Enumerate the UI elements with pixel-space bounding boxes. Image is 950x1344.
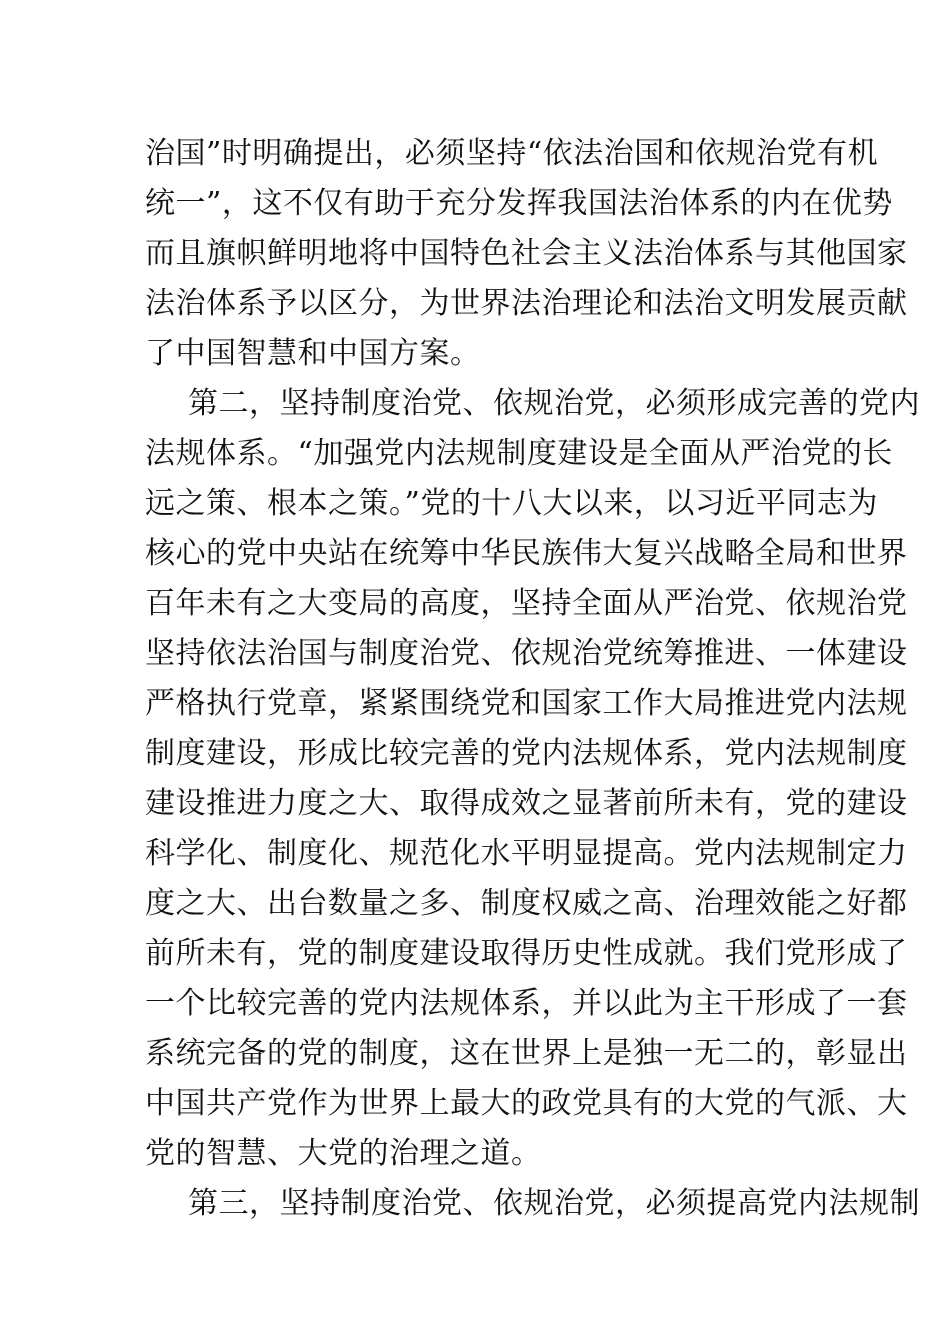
text-line: 党的智慧、大党的治理之道。: [145, 1136, 542, 1171]
text-line: 一个比较完善的党内法规体系，并以此为主干形成了一套: [145, 986, 908, 1021]
text-line: 严格执行党章，紧紧围绕党和国家工作大局推进党内法规: [145, 686, 908, 721]
text-line: 百年未有之大变局的高度，坚持全面从严治党、依规治党: [145, 586, 908, 621]
text-line: 法规体系。“加强党内法规制度建设是全面从严治党的长: [145, 436, 893, 471]
text-line: 远之策、根本之策。”党的十八大以来，以习近平同志为: [145, 486, 878, 521]
text-line: 制度建设，形成比较完善的党内法规体系，党内法规制度: [145, 736, 908, 771]
text-line: 而且旗帜鲜明地将中国特色社会主义法治体系与其他国家: [145, 236, 908, 271]
text-line: 前所未有，党的制度建设取得历史性成就。我们党形成了: [145, 936, 908, 971]
text-line: 度之大、出台数量之多、制度权威之高、治理效能之好都: [145, 886, 908, 921]
text-line: 坚持依法治国与制度治党、依规治党统筹推进、一体建设: [145, 636, 908, 671]
text-line: 中国共产党作为世界上最大的政党具有的大党的气派、大: [145, 1086, 908, 1121]
text-line: 系统完备的党的制度，这在世界上是独一无二的，彰显出: [145, 1036, 908, 1071]
text-line: 治国”时明确提出，必须坚持“依法治国和依规治党有机: [145, 136, 879, 171]
text-line: 核心的党中央站在统筹中华民族伟大复兴战略全局和世界: [145, 536, 908, 571]
body-text: [145, 129, 920, 1229]
text-line: 法治体系予以区分，为世界法治理论和法治文明发展贡献: [145, 286, 908, 321]
text-line: 建设推进力度之大、取得成效之显著前所未有，党的建设: [145, 786, 908, 821]
paragraph-start-line: 第三，坚持制度治党、依规治党，必须提高党内法规制: [188, 1186, 920, 1221]
paragraph-start-line: 第二，坚持制度治党、依规治党，必须形成完善的党内: [188, 386, 920, 421]
text-line: 科学化、制度化、规范化水平明显提高。党内法规制定力: [145, 836, 908, 871]
text-line: 了中国智慧和中国方案。: [145, 336, 481, 371]
text-line: 统一”，这不仅有助于充分发挥我国法治体系的内在优势: [145, 186, 893, 221]
